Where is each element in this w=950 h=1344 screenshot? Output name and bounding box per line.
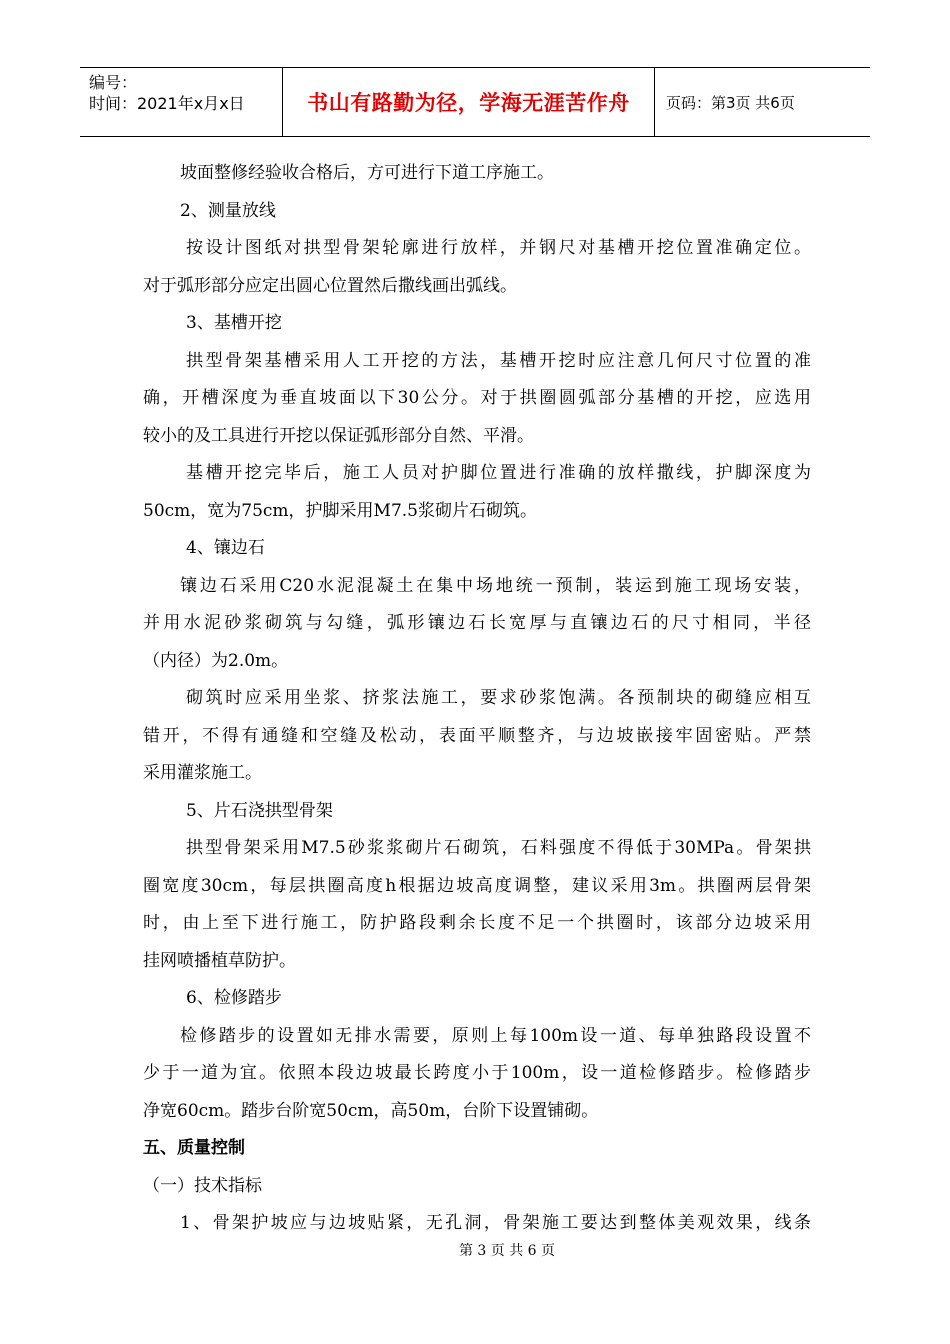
document-header: [80, 67, 870, 137]
text-line: 净宽60cm。踏步台阶宽50cm，高50m，台阶下设置铺砌。: [143, 1100, 599, 1121]
text-line: 坡面整修经验收合格后，方可进行下道工序施工。: [180, 163, 554, 183]
section-heading: 3、基槽开挖: [186, 313, 282, 333]
chapter-heading: 五、质量控制: [143, 1138, 245, 1158]
page-footer: 第 3 页 共 6 页: [458, 1243, 556, 1259]
time-label: 时间：2021年x月x日: [89, 94, 245, 113]
text-line: 时，由上至下进行施工，防护路段剩余长度不足一个拱圈时，该部分边坡采用: [143, 913, 811, 933]
text-line: 拱型骨架采用M7.5砂浆浆砌片石砌筑，石料强度不得低于30MPa。骨架拱: [186, 838, 811, 858]
subsection-heading: （一）技术指标: [143, 1175, 262, 1196]
section-heading: 2、测量放线: [180, 200, 276, 221]
section-heading: 6、检修踏步: [186, 988, 282, 1008]
header-meta: [80, 68, 283, 136]
text-line: 对于弧形部分应定出圆心位置然后撒线画出弧线。: [143, 275, 517, 296]
text-line: 挂网喷播植草防护。: [143, 950, 296, 971]
document-body: [143, 155, 811, 1243]
header-motto: 书山有路勤为径，学海无涯苦作舟: [283, 68, 655, 136]
text-line: 拱型骨架基槽采用人工开挖的方法，基槽开挖时应注意几何尺寸位置的准: [186, 350, 811, 371]
text-line: 基槽开挖完毕后，施工人员对护脚位置进行准确的放样撒线，护脚深度为: [186, 463, 811, 483]
number-label: 编号：: [89, 73, 138, 92]
text-line: 少于一道为宜。依照本段边坡最长跨度小于100m，设一道检修踏步。检修踏步: [143, 1063, 811, 1083]
section-heading: 4、镶边石: [186, 538, 265, 558]
text-line: 确，开槽深度为垂直坡面以下30公分。对于拱圈圆弧部分基槽的开挖，应选用: [143, 388, 811, 408]
text-line: 按设计图纸对拱型骨架轮廓进行放样，并钢尺对基槽开挖位置准确定位。: [186, 238, 811, 258]
text-line: 检修踏步的设置如无排水需要，原则上每100m设一道、每单独路段设置不: [180, 1025, 811, 1046]
text-line: 50cm，宽为75cm，护脚采用M7.5浆砌片石砌筑。: [143, 500, 537, 521]
text-line: 并用水泥砂浆砌筑与勾缝，弧形镶边石长宽厚与直镶边石的尺寸相同，半径: [143, 613, 811, 633]
text-line: 圈宽度30cm，每层拱圈高度h根据边坡高度调整，建议采用3m。拱圈两层骨架: [143, 875, 811, 896]
section-heading: 5、片石浇拱型骨架: [186, 800, 333, 821]
text-line: 砌筑时应采用坐浆、挤浆法施工，要求砂浆饱满。各预制块的砌缝应相互: [186, 688, 811, 708]
header-page-info: 页码：第3页 共6页: [666, 93, 795, 112]
text-line: 采用灌浆施工。: [143, 763, 262, 783]
text-line: 错开，不得有通缝和空缝及松动，表面平顺整齐，与边坡嵌接牢固密贴。严禁: [143, 725, 811, 746]
text-line: （内径）为2.0m。: [143, 650, 289, 671]
text-line: 镶边石采用C20水泥混凝土在集中场地统一预制，装运到施工现场安装，: [180, 575, 811, 596]
text-line: 较小的及工具进行开挖以保证弧形部分自然、平滑。: [143, 425, 534, 446]
text-line: 1、骨架护坡应与边坡贴紧，无孔洞，骨架施工要达到整体美观效果，线条: [180, 1213, 811, 1233]
